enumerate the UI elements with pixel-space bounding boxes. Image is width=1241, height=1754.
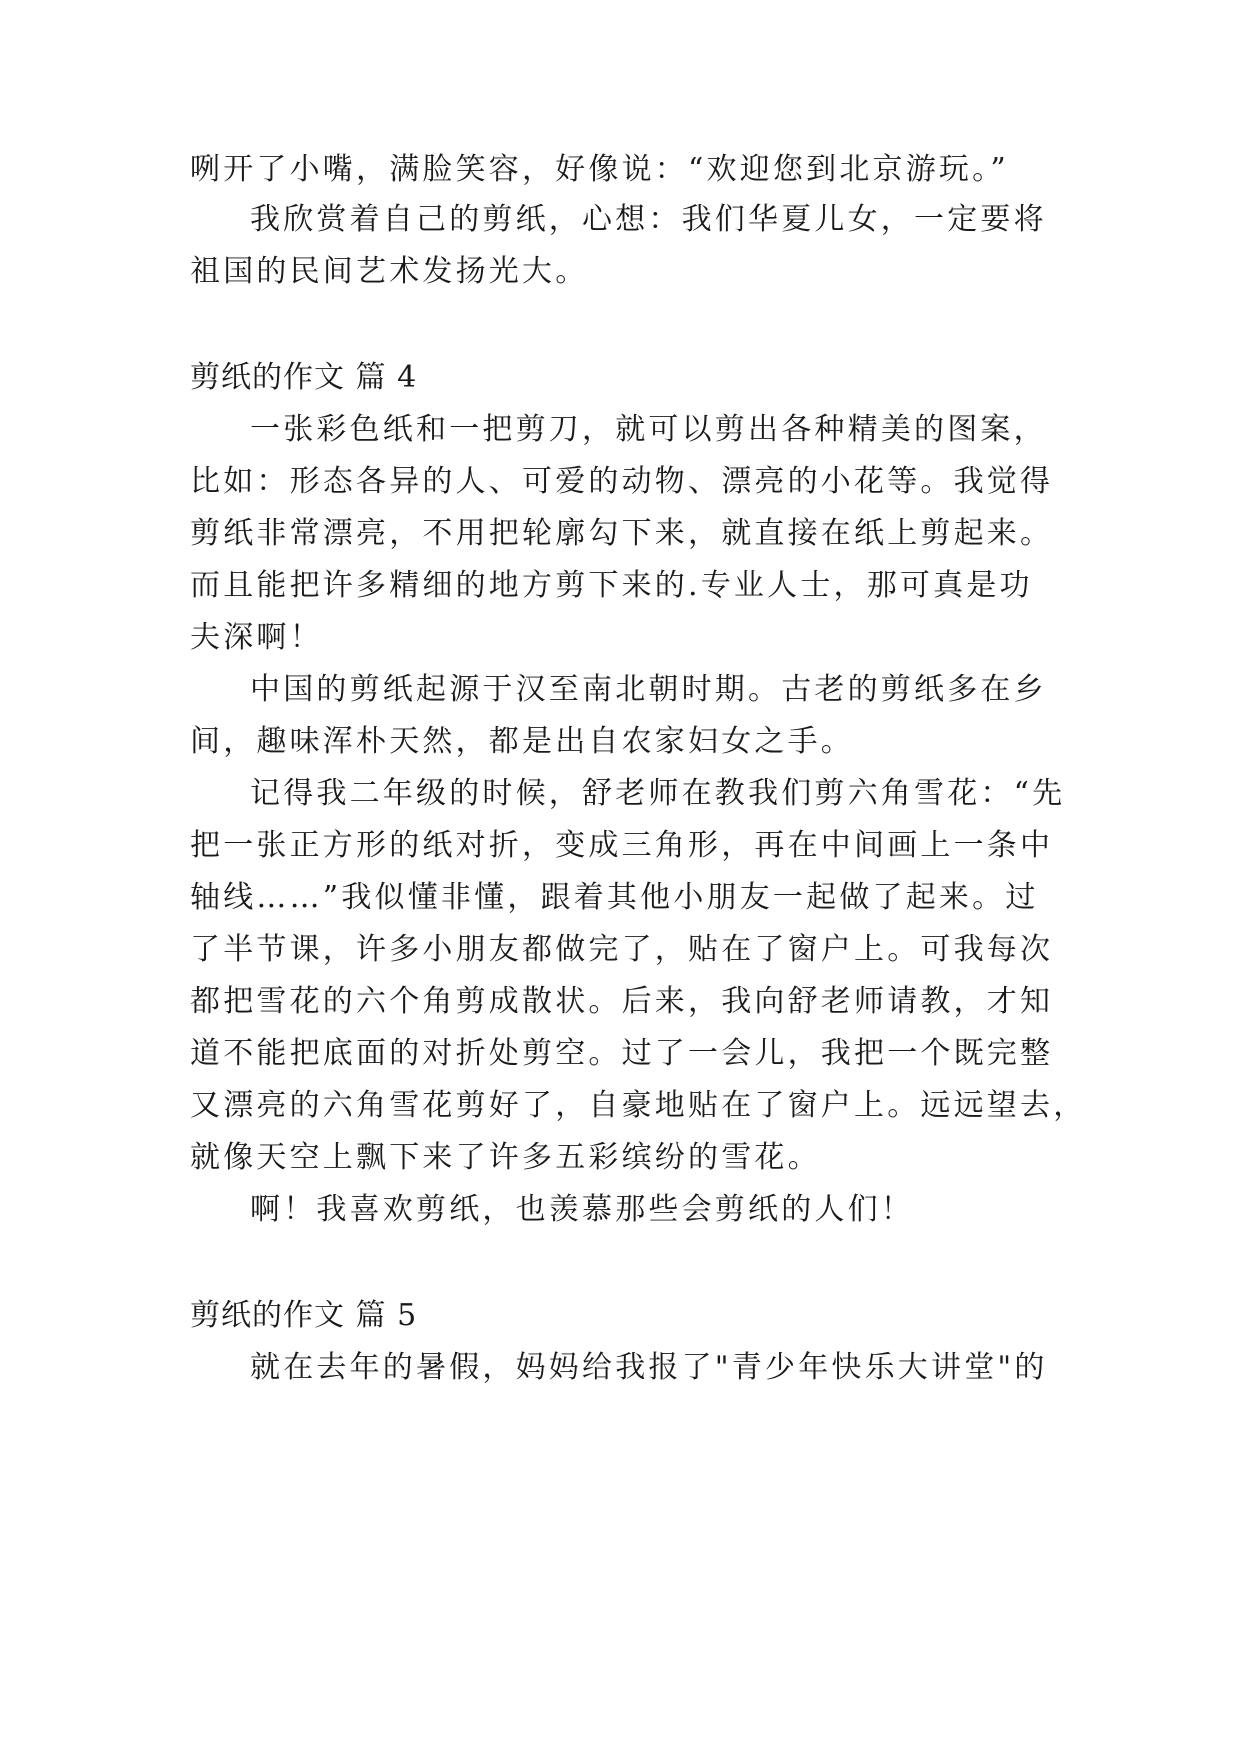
section-heading: 剪纸的作文 篇 4 — [190, 360, 418, 395]
paragraph-line: 比如：形态各异的人、可爱的动物、漂亮的小花等。我觉得 — [190, 464, 1054, 499]
paragraph-line: 道不能把底面的对折处剪空。过了一会儿，我把一个既完整 — [190, 1036, 1054, 1071]
paragraph-line: 一张彩色纸和一把剪刀，就可以剪出各种精美的图案， — [250, 412, 1047, 447]
paragraph-line: 夫深啊！ — [190, 620, 323, 655]
paragraph-line: 把一张正方形的纸对折，变成三角形，再在中间画上一条中 — [190, 828, 1054, 863]
paragraph-line: 轴线……”我似懂非懂，跟着其他小朋友一起做了起来。过 — [190, 880, 1039, 915]
paragraph-line: 咧开了小嘴，满脸笑容，好像说：“欢迎您到北京游玩。” — [190, 152, 1009, 187]
paragraph-line: 我欣赏着自己的剪纸，心想：我们华夏儿女，一定要将 — [250, 202, 1047, 237]
section-heading: 剪纸的作文 篇 5 — [190, 1298, 418, 1333]
paragraph-line: 都把雪花的六个角剪成散状。后来，我向舒老师请教，才知 — [190, 984, 1054, 1019]
paragraph-line: 就在去年的暑假，妈妈给我报了"青少年快乐大讲堂"的 — [250, 1350, 1048, 1385]
paragraph-line: 啊！我喜欢剪纸，也羡慕那些会剪纸的人们！ — [250, 1192, 914, 1227]
paragraph-line: 就像天空上飘下来了许多五彩缤纷的雪花。 — [190, 1140, 821, 1175]
paragraph-line: 又漂亮的六角雪花剪好了，自豪地贴在了窗户上。远远望去， — [190, 1088, 1087, 1123]
paragraph-line: 祖国的民间艺术发扬光大。 — [190, 254, 589, 289]
paragraph-line: 间，趣味浑朴天然，都是出自农家妇女之手。 — [190, 724, 854, 759]
paragraph-line: 记得我二年级的时候，舒老师在教我们剪六角雪花：“先 — [250, 776, 1066, 811]
paragraph-line: 了半节课，许多小朋友都做完了，贴在了窗户上。可我每次 — [190, 932, 1054, 967]
paragraph-line: 中国的剪纸起源于汉至南北朝时期。古老的剪纸多在乡 — [250, 672, 1047, 707]
paragraph-line: 而且能把许多精细的地方剪下来的.专业人士，那可真是功 — [190, 568, 1033, 603]
paragraph-line: 剪纸非常漂亮，不用把轮廓勾下来，就直接在纸上剪起来。 — [190, 516, 1054, 551]
